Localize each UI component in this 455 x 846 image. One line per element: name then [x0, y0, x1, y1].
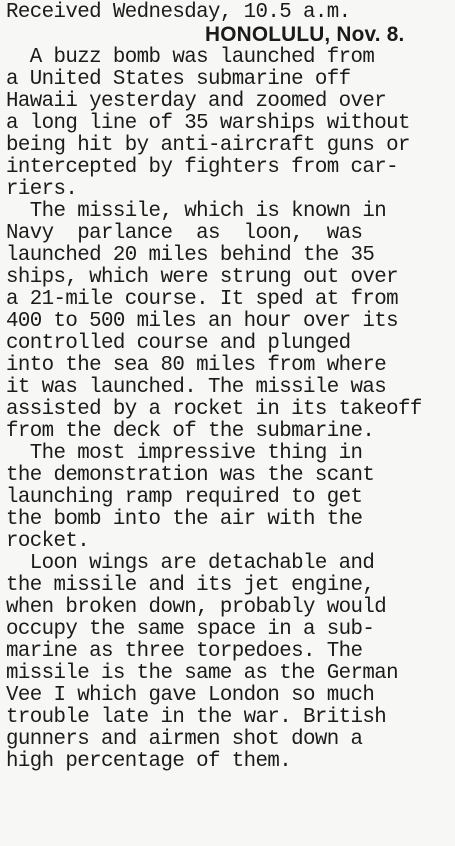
article-line: A buzz bomb was launched from: [6, 46, 375, 69]
article-line: assisted by a rocket in its takeoff: [6, 398, 422, 421]
article-line: trouble late in the war. British: [6, 706, 387, 729]
article-line: 400 to 500 miles an hour over its: [6, 310, 399, 333]
article-line: The most impressive thing in: [6, 442, 363, 465]
article-line: Vee I which gave London so much: [6, 684, 375, 707]
article-line: ships, which were strung out over: [6, 266, 399, 289]
article-line: the demonstration was the scant: [6, 464, 375, 487]
article-line: the bomb into the air with the: [6, 508, 363, 531]
article-line: rocket.: [6, 530, 90, 553]
article-line: gunners and airmen shot down a: [6, 728, 363, 751]
article-line: riers.: [6, 178, 78, 201]
article-line: controlled course and plunged: [6, 332, 351, 355]
article-line: into the sea 80 miles from where: [6, 354, 387, 377]
article-line: from the deck of the submarine.: [6, 420, 375, 443]
article-line: Loon wings are detachable and: [6, 552, 375, 575]
article-line: it was launched. The missile was: [6, 376, 387, 399]
article-line: the missile and its jet engine,: [6, 574, 375, 597]
article-line: launched 20 miles behind the 35: [6, 244, 375, 267]
article-line: when broken down, probably would: [6, 596, 387, 619]
article-line: intercepted by fighters from car-: [6, 156, 399, 179]
article-line: a United States submarine off: [6, 68, 351, 91]
article-line: missile is the same as the German: [6, 662, 399, 685]
article-line: occupy the same space in a sub-: [6, 618, 375, 641]
article-line: marine as three torpedoes. The: [6, 640, 363, 663]
article-line: The missile, which is known in: [6, 200, 387, 223]
received-line: Received Wednesday, 10.5 a.m.: [6, 1, 351, 24]
article-line: high percentage of them.: [6, 750, 292, 773]
article-line: a long line of 35 warships without: [6, 112, 410, 135]
dateline: HONOLULU, Nov. 8.: [205, 23, 405, 46]
article-line: Navy parlance as loon, was: [6, 222, 363, 245]
article-line: Hawaii yesterday and zoomed over: [6, 90, 387, 113]
article-line: being hit by anti-aircraft guns or: [6, 134, 410, 157]
article-line: a 21-mile course. It sped at from: [6, 288, 399, 311]
article-line: launching ramp required to get: [6, 486, 363, 509]
